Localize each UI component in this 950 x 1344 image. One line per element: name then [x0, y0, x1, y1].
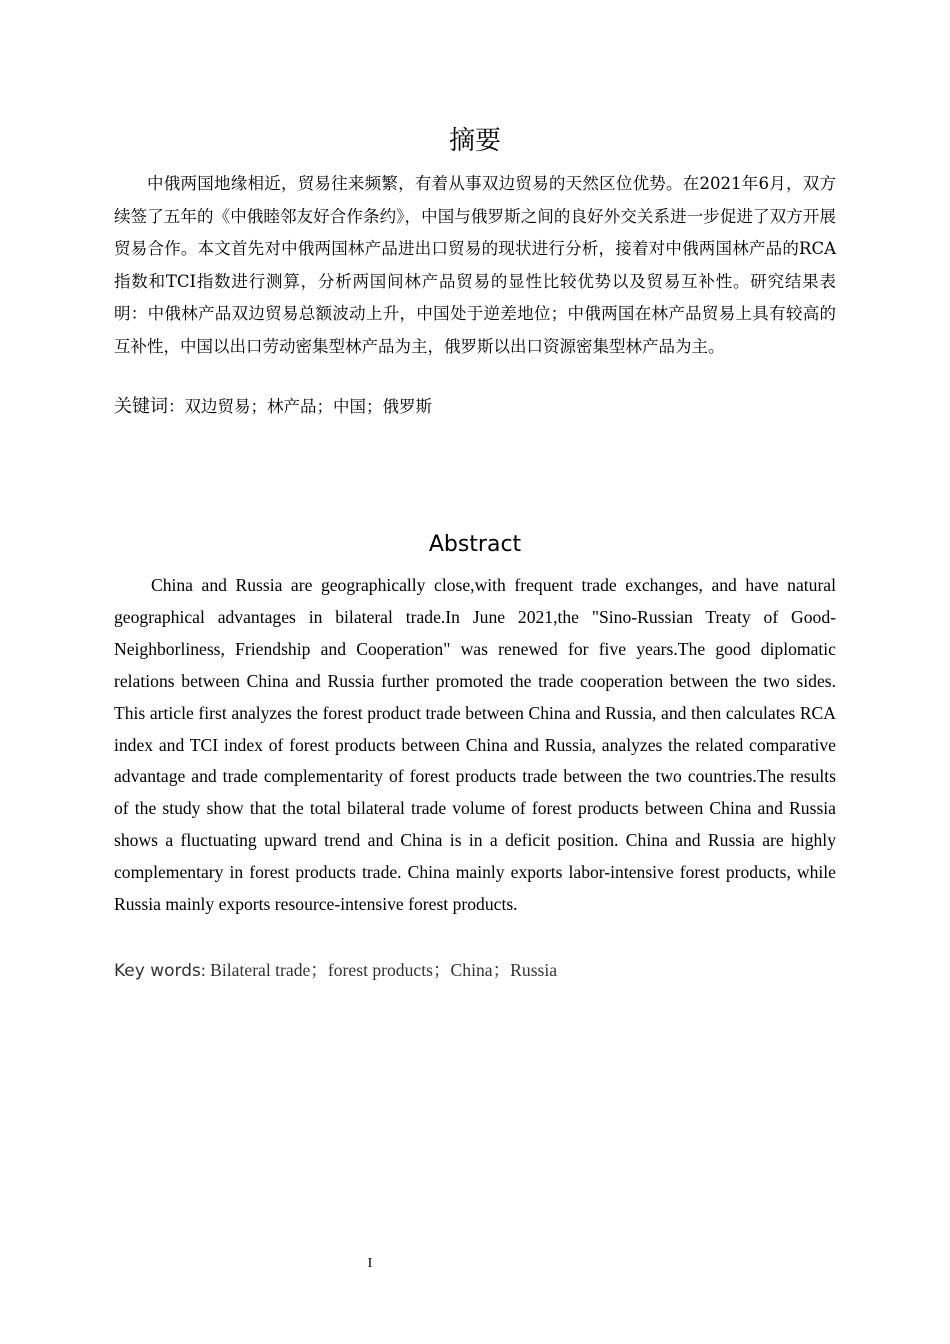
english-keywords [114, 955, 836, 986]
english-keywords-separator: : [200, 960, 211, 980]
chinese-keywords-separator: ： [168, 397, 185, 416]
chinese-keywords-text: 双边贸易；林产品；中国；俄罗斯 [184, 397, 432, 416]
chinese-keywords [114, 392, 836, 422]
english-keywords-text: Bilateral trade；forest products；China；Russia [210, 960, 558, 980]
english-keywords-label: Key words [114, 961, 201, 981]
english-abstract-body: China and Russia are geographically close,with frequent trade exchanges, and have natural geographical advantages in bilateral trade.In June 2021,the "Sino-Russian Treaty of Good-Neighborliness, Friendship and Cooperation" was renewed for five years.The good diplomatic relations between China and Russia further promoted the trade cooperation between the two sides. This article first analyzes the forest product trade between China and Russia, and then calculates RCA index and TCI index of forest products between China and Russia, analyzes the related comparative advantage and trade complementarity of forest products trade between the two countries.The results of the study show that the total bilateral trade volume of forest products between China and Russia shows a fluctuating upward trend and China is in a deficit position. China and Russia are highly complementary in forest products trade. China mainly exports labor-intensive forest products, while Russia mainly exports resource-intensive forest products. [114, 575, 836, 915]
chinese-abstract-body: 中俄两国地缘相近，贸易往来频繁，有着从事双边贸易的天然区位优势。在2021年6月，双方续签了五年的《中俄睦邻友好合作条约》，中国与俄罗斯之间的良好外交关系进一步促进了双方开展贸易合作。本文首先对中俄两国林产品进出口贸易的现状进行分析，接着对中俄两国林产品的RCA指数和TCI指数进行测算，分析两国间林产品贸易的显性比较优势以及贸易互补性。研究结果表明：中俄林产品双边贸易总额波动上升，中国处于逆差地位；中俄两国在林产品贸易上具有较高的互补性，中国以出口劳动密集型林产品为主，俄罗斯以出口资源密集型林产品为主。 [114, 174, 836, 356]
chinese-keywords-label: 关键词 [114, 396, 168, 417]
page-number: I [367, 1256, 373, 1271]
english-abstract-heading: Abstract [428, 532, 522, 557]
chinese-abstract-heading: 摘要 [448, 126, 501, 156]
